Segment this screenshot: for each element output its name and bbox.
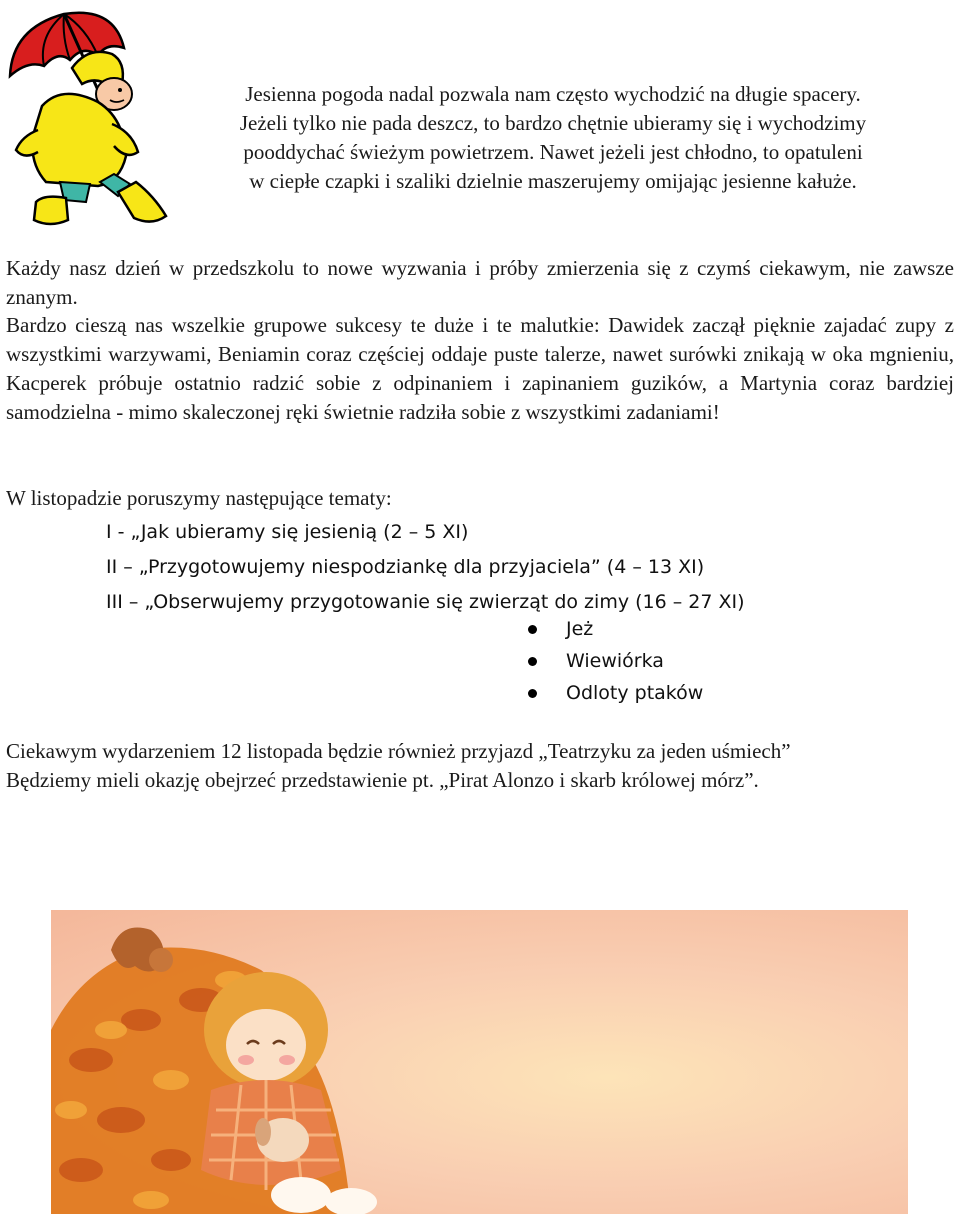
subtopic-item: [528, 677, 703, 709]
topic-item: II – „Przygotowujemy niespodziankę dla przyjaciela” (4 – 13 XI): [106, 556, 705, 578]
intro-line: Jeżeli tylko nie pada deszcz, to bardzo chętnie ubieramy się i wychodzimy: [239, 111, 867, 135]
subtopic-item: [528, 645, 703, 677]
autumn-girl-illustration: [51, 910, 908, 1214]
subtopic-label: Jeż: [566, 618, 594, 640]
autumn-scene-drawing: [51, 910, 908, 1214]
subtopic-item: [528, 613, 703, 645]
animal-subtopics-list: [528, 613, 703, 709]
event-line: Ciekawym wydarzeniem 12 listopada będzie również przyjazd „Teatrzyku za jeden uśmiech”: [6, 739, 791, 763]
bullet-icon: [528, 689, 537, 698]
theatre-event-paragraph: [6, 737, 954, 795]
intro-line: w ciepłe czapki i szaliki dzielnie maszerujemy omijając jesienne kałuże.: [249, 169, 857, 193]
intro-line: pooddychać świeżym powietrzem. Nawet jeżeli jest chłodno, to opatuleni: [243, 140, 863, 164]
bullet-icon: [528, 657, 537, 666]
subtopic-label: Odloty ptaków: [566, 682, 704, 704]
child-with-umbrella-illustration: [2, 6, 172, 228]
intro-line: Jesienna pogoda nadal pozwala nam często wychodzić na długie spacery.: [245, 82, 861, 106]
november-topics-list: [106, 515, 745, 620]
event-line: Będziemy mieli okazję obejrzeć przedstawienie pt. „Pirat Alonzo i skarb królowej mórz”.: [6, 768, 759, 792]
topics-intro: W listopadzie poruszymy następujące tematy:: [6, 486, 392, 510]
topic-item: I - „Jak ubieramy się jesienią (2 – 5 XI): [106, 521, 469, 543]
topic-item: III – „Obserwujemy przygotowanie się zwierząt do zimy (16 – 27 XI): [106, 591, 745, 613]
daily-challenges-paragraph: Każdy nasz dzień w przedszkolu to nowe wyzwania i próby zmierzenia się z czymś ciekawym, nie zawsze znanym.: [6, 256, 954, 309]
intro-paragraph: [150, 80, 956, 196]
bullet-icon: [528, 625, 537, 634]
subtopic-label: Wiewiórka: [566, 650, 664, 672]
group-successes-paragraph: Bardzo cieszą nas wszelkie grupowe sukcesy te duże i te malutkie: Dawidek zaczął pięknie zajadać zupy z wszystkimi warzywami, Beniamin coraz częściej oddaje puste talerze, nawet surówki znikają w oka mgnieniu, Kacperek próbuje ostatnio radzić sobie z odpinaniem i zapinaniem guzików, a Martynia coraz bardziej samodzielna - mimo skaleczonej ręki świetnie radziła sobie z wszystkimi zadaniami!: [6, 313, 954, 424]
